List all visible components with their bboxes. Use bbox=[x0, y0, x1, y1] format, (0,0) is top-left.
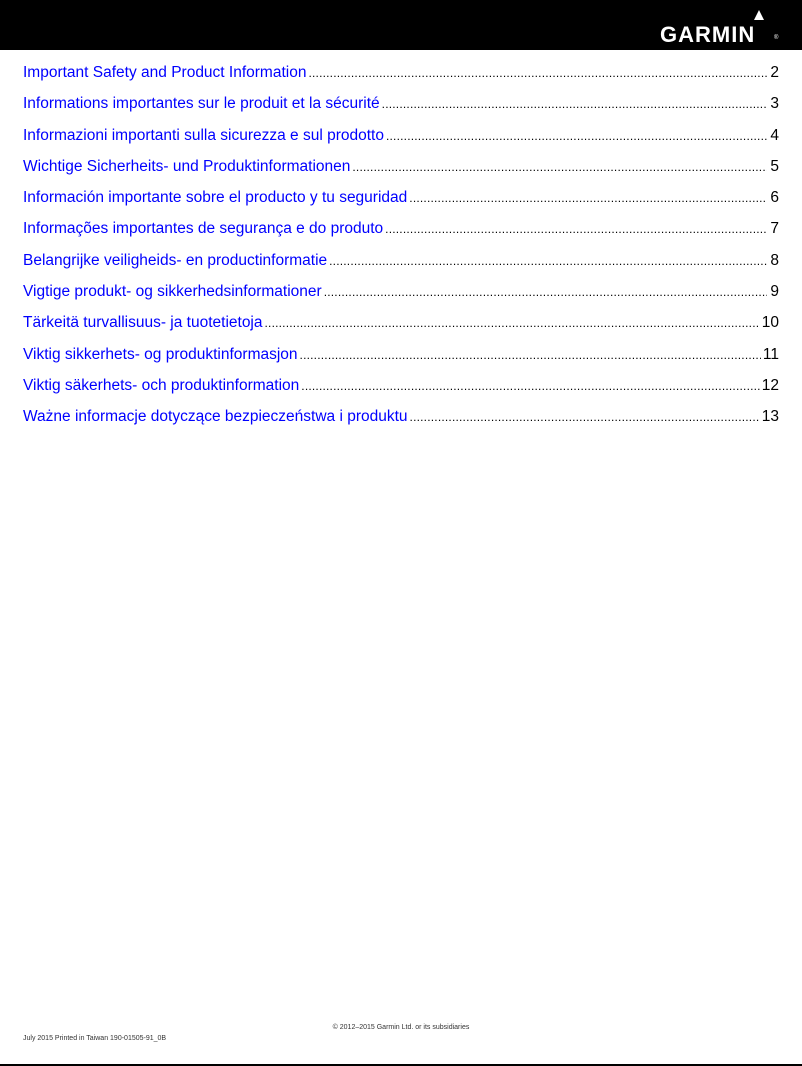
toc-entry-title: Vigtige produkt- og sikkerhedsinformationer bbox=[23, 283, 322, 301]
toc-entry-title: Viktig säkerhets- och produktinformation bbox=[23, 376, 300, 394]
toc-entry[interactable] bbox=[23, 377, 779, 408]
toc-entry-page: 7 bbox=[770, 220, 779, 238]
toc-entry-title: Información importante sobre el producto y tu seguridad bbox=[23, 189, 408, 207]
toc-entry-page: 9 bbox=[770, 283, 779, 301]
garmin-logo bbox=[660, 9, 780, 47]
toc-entry-page: 6 bbox=[770, 189, 779, 207]
toc-dot-leader bbox=[409, 189, 767, 207]
registered-mark: ® bbox=[774, 35, 779, 41]
toc-entry-title: Tärkeitä turvallisuus- ja tuotetietoja bbox=[23, 314, 263, 332]
toc-dot-leader bbox=[265, 314, 760, 332]
toc-entry[interactable] bbox=[23, 189, 779, 220]
toc-dot-leader bbox=[324, 283, 767, 301]
toc-entry-page: 10 bbox=[761, 314, 779, 332]
toc-entry-page: 3 bbox=[770, 95, 779, 113]
toc-entry[interactable] bbox=[23, 127, 779, 158]
toc-entry[interactable] bbox=[23, 64, 779, 95]
toc-entry-title: Informazioni importanti sulla sicurezza e sul prodotto bbox=[23, 126, 384, 144]
toc-entry-page: 11 bbox=[762, 345, 779, 363]
toc-entry-title: Viktig sikkerhets- og produktinformasjon bbox=[23, 345, 298, 363]
toc-entry-title: Wichtige Sicherheits- und Produktinformationen bbox=[23, 157, 351, 175]
toc-dot-leader bbox=[410, 408, 760, 426]
toc-entry[interactable] bbox=[23, 408, 779, 439]
toc-entry-title: Important Safety and Product Information bbox=[23, 64, 307, 81]
toc-entry-title: Informations importantes sur le produit et la sécurité bbox=[23, 95, 380, 113]
toc-dot-leader bbox=[386, 127, 767, 145]
toc-dot-leader bbox=[300, 346, 761, 364]
toc-entry-page: 13 bbox=[761, 408, 779, 426]
toc-entry-title: Ważne informacje dotyczące bezpieczeństwa i produktu bbox=[23, 408, 408, 426]
toc-dot-leader bbox=[329, 252, 767, 270]
toc-entry-page: 4 bbox=[770, 126, 779, 144]
toc-entry[interactable] bbox=[23, 220, 779, 251]
toc-entry[interactable] bbox=[23, 346, 779, 377]
toc-entry[interactable] bbox=[23, 252, 779, 283]
toc-entry[interactable] bbox=[23, 314, 779, 345]
toc-entry-page: 2 bbox=[770, 64, 779, 81]
toc-entry-page: 5 bbox=[770, 157, 779, 175]
toc-dot-leader bbox=[382, 95, 767, 113]
copyright-notice: © 2012–2015 Garmin Ltd. or its subsidiaries bbox=[332, 1024, 470, 1031]
toc-dot-leader bbox=[308, 64, 767, 82]
toc-entry-page: 8 bbox=[770, 251, 779, 269]
garmin-triangle-icon bbox=[754, 10, 764, 20]
toc-dot-leader bbox=[385, 220, 767, 238]
brand-name: GARMIN bbox=[660, 22, 756, 47]
toc-entry[interactable] bbox=[23, 283, 779, 314]
toc-entry-page: 12 bbox=[761, 376, 779, 394]
toc-entry[interactable] bbox=[23, 158, 779, 189]
toc-entry[interactable] bbox=[23, 95, 779, 126]
table-of-contents bbox=[23, 64, 779, 440]
header-bar bbox=[0, 0, 802, 50]
toc-dot-leader bbox=[352, 158, 767, 176]
print-info: July 2015 Printed in Taiwan 190-01505-91_0B bbox=[23, 1035, 167, 1042]
toc-entry-title: Belangrijke veiligheids- en productinformatie bbox=[23, 251, 328, 269]
toc-dot-leader bbox=[301, 377, 759, 395]
toc-entry-title: Informações importantes de segurança e do produto bbox=[23, 220, 384, 238]
